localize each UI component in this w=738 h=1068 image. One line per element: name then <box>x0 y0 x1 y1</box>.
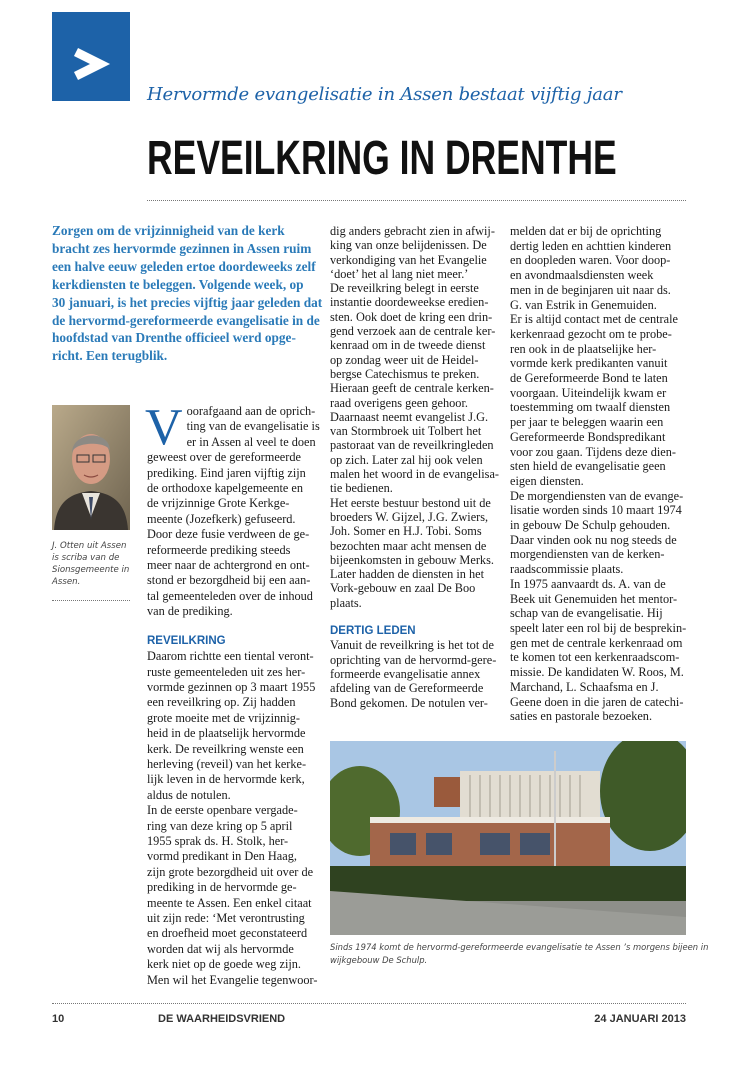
text-line: herleving (reveil) van het kerke- <box>147 756 307 771</box>
text-line: plaats. <box>330 595 362 610</box>
text-line: er in Assen al veel te doen <box>186 434 316 449</box>
text-line: gend verzoek aan de centrale ker- <box>330 324 496 339</box>
text-line: broeders W. Gijzel, J.G. Zwiers, <box>330 509 489 524</box>
text-line: Sionsgemeente in <box>52 565 130 575</box>
text-line: ring van deze kring op 5 april <box>147 818 293 833</box>
section-marker <box>52 12 130 101</box>
text-line: 1955 sprak ds. H. Stolk, her- <box>147 833 289 848</box>
text-line: de hervormd-gereformeerde evangelisatie in de <box>52 312 320 328</box>
text-line: vormd predikant in Den Haag, <box>147 849 297 864</box>
text-line: Vanuit de reveilkring is het tot de <box>330 638 494 653</box>
text-line: meer naar de achtergrond en ont- <box>147 558 310 573</box>
text-line: Daar vinden ook nu nog steeds de <box>510 532 677 547</box>
text-line: in gebouw De Schulp gehouden. <box>510 518 671 533</box>
paragraph <box>145 399 327 456</box>
text-line: Daarom richtte een tiental veront- <box>147 649 314 664</box>
building-photo <box>330 741 686 935</box>
text-line: melden dat er bij de oprichting <box>510 224 662 238</box>
text-line: bezochten maar acht mensen de <box>330 538 487 553</box>
text-line: ‘doet’ het al lang niet meer.’ <box>330 266 469 281</box>
text-line: missie. De kandidaten W. Roos, M. <box>510 665 684 680</box>
text-line: In de eerste openbare vergade- <box>147 803 298 818</box>
text-line: wijkgebouw De Schulp. <box>330 954 428 965</box>
text-line: geweest over de gereformeerde <box>147 450 301 465</box>
text-line: prediking in de hervormde ge- <box>147 880 297 895</box>
article-intro <box>52 222 322 365</box>
text-line: op zondag weer uit de Heidel- <box>330 352 479 367</box>
text-line: richt. Een terugblik. <box>52 348 168 364</box>
paragraph <box>147 450 327 619</box>
article-column-1 <box>145 399 327 988</box>
text-line: worden dat wij als hervormde <box>147 941 294 956</box>
text-line: vormde gezinnen op 3 maart 1955 <box>147 679 316 694</box>
text-line: de orthodoxe kapelgemeente en <box>147 481 304 496</box>
text-line: stond er bezorgdheid bij een aan- <box>147 573 311 588</box>
text-line: kerk niet op de goede weg zijn. <box>147 957 301 972</box>
paragraph <box>147 649 327 988</box>
text-line: Zorgen om de vrijzinnigheid van de kerk <box>52 223 285 238</box>
text-line: oprichting van de hervormd-gere- <box>330 652 497 667</box>
text-line: Bond gekomen. De notulen ver- <box>330 695 488 710</box>
text-line: Later hadden de diensten in het <box>330 567 484 582</box>
text-line: de Gereformeerde Bond te laten <box>510 371 668 386</box>
text-line: schap van de evangelisatie. Hij <box>510 606 663 621</box>
text-line: kenraad om in de tweede dienst <box>330 338 486 353</box>
paragraph <box>330 638 510 709</box>
chevron-right-icon <box>52 12 130 101</box>
text-line: G. van Estrik in Genemuiden. <box>510 297 657 312</box>
text-line: ruste gemeenteleden uit zes her- <box>147 664 306 679</box>
text-line: toestemming om twaalf diensten <box>510 400 671 415</box>
text-line: ren ook in de plaatselijke her- <box>510 341 657 356</box>
text-line: van Stormbroek uit Tolbert het <box>330 424 482 439</box>
text-line: De reveilkring belegt in eerste <box>330 281 479 296</box>
text-line: grote moeite met de vrijzinnig- <box>147 710 300 725</box>
text-line: en doopleden waren. Voor doop- <box>510 253 671 268</box>
caption-divider <box>52 600 130 601</box>
footer-divider <box>52 1003 686 1004</box>
text-line: De morgendiensten van de evange- <box>510 488 684 503</box>
text-line: In 1975 aanvaardt ds. A. van de <box>510 576 666 591</box>
text-line: bracht zes hervormde gezinnen in Assen ruim <box>52 240 312 256</box>
text-line: en avondmaalsdiensten week <box>510 268 654 283</box>
text-line: aldus de notulen. <box>147 787 231 802</box>
portrait-caption <box>52 540 137 588</box>
text-line: prediking. Eind jaren vijftig zijn <box>147 465 306 480</box>
article-column-2 <box>330 224 510 710</box>
title-divider <box>147 200 686 201</box>
text-line: Beek uit Genemuiden het mentor- <box>510 591 678 606</box>
text-line: dertig leden en achttien kinderen <box>510 238 672 253</box>
text-line: eigen diensten. <box>510 473 584 488</box>
text-line: lijk leven in de hervormde kerk, <box>147 772 305 787</box>
text-line: hoofdstad van Drenthe officieel werd opge- <box>52 330 296 346</box>
text-line: op zich. Later zal hij ook velen <box>330 452 483 467</box>
text-line: de vrijzinnige Grote Kerkge- <box>147 496 290 511</box>
text-line: reformeerde prediking steeds <box>147 542 291 557</box>
text-line: Hieraan geeft de centrale kerken- <box>330 381 494 396</box>
page-number: 10 <box>52 1013 65 1025</box>
author-portrait <box>52 405 130 530</box>
text-line: Sinds 1974 komt de hervormd-gereformeerde evangelisatie te Assen ’s morgens bijeen in <box>330 942 709 952</box>
text-line: kerkenraad gezocht om te probe- <box>510 326 672 341</box>
text-line: sten hield de evangelisatie geen <box>510 459 666 474</box>
text-line: bijeenkomsten in gebouw Merks. <box>330 552 494 567</box>
text-line: een halve eeuw geleden ertoe doordeweeks zelf <box>52 258 316 274</box>
text-line: Assen. <box>52 577 81 587</box>
text-line: pastoraat van de reveilkringleden <box>330 438 494 453</box>
text-line: zijn grote bezorgdheid uit over de <box>147 864 314 879</box>
text-line: tie bedienen. <box>330 481 393 496</box>
text-line: Het eerste bestuur bestond uit de <box>330 495 491 510</box>
text-line: kerk. De reveilkring wenste een <box>147 741 304 756</box>
text-line: en droefheid moet geconstateerd <box>147 926 308 941</box>
text-line: heid in de plaatselijk hervormde <box>147 726 306 741</box>
text-line: malen het woord in de evangelisa- <box>330 467 500 482</box>
section-heading: DERTIG LEDEN <box>330 625 416 638</box>
text-line: Er is altijd contact met de centrale <box>510 312 678 327</box>
photo-caption <box>330 941 709 966</box>
text-line: meente (Jozefkerk) gefuseerd. <box>147 511 296 526</box>
text-line: gen met de centrale kerkenraad om <box>510 635 683 650</box>
text-line: tal gemeenteleden over de inhoud <box>147 588 313 603</box>
text-line: dig anders gebracht zien in afwij- <box>330 224 495 238</box>
text-line: raadscommissie plaats. <box>510 562 624 577</box>
paragraph <box>510 224 690 724</box>
drop-cap: V <box>145 399 183 456</box>
publication-name: DE WAARHEIDSVRIEND <box>158 1013 286 1025</box>
text-line: Door deze fusie verdween de ge- <box>147 527 310 542</box>
text-line: uit zijn rede: ‘Met verontrusting <box>147 911 305 925</box>
text-line: Daarnaast neemt evangelist J.G. <box>330 409 489 424</box>
text-line: afdeling van de Gereformeerde <box>330 681 484 696</box>
text-line: raad overigens geen gehoor. <box>330 395 468 410</box>
text-line: lisatie worden sinds 10 maart 1974 <box>510 503 682 518</box>
text-line: sten. Ook doet de kring een drin- <box>330 309 493 324</box>
text-line: formeerde evangelisatie annex <box>330 666 481 681</box>
article-column-3 <box>510 224 690 724</box>
text-line: voor zou gaan. Tijdens deze dien- <box>510 444 676 459</box>
text-line: Vork-gebouw en zaal De Boo <box>330 581 476 596</box>
text-line: te komen tot een kerkenraadscom- <box>510 650 680 665</box>
text-line: Geene doen in die jaren de catechi- <box>510 694 684 709</box>
text-line: Marchand, L. Schaafsma en J. <box>510 679 659 694</box>
text-line: is scriba van de <box>52 553 120 563</box>
text-line: instantie doordeweekse eredien- <box>330 295 489 310</box>
text-line: een reveilkring op. Zij hadden <box>147 695 296 710</box>
text-line: Men wil het Evangelie tegenwoor- <box>147 972 318 987</box>
text-line: kerkdiensten te beleggen. Volgende week, op <box>52 276 304 292</box>
text-line: king van onze belijdenissen. De <box>330 238 487 253</box>
section-heading: REVEILKRING <box>147 634 226 647</box>
article-title: REVEILKRING IN DRENTHE <box>147 132 617 185</box>
issue-date: 24 JANUARI 2013 <box>594 1013 686 1025</box>
text-line: per jaar te beleggen waarin een <box>510 415 664 430</box>
text-line: voorgaan. Uiteindelijk kwam er <box>510 385 667 400</box>
text-line: meente te Assen. Een enkel citaat <box>147 895 312 910</box>
text-line: morgendiensten van de kerken- <box>510 547 665 562</box>
text-line: van de prediking. <box>147 604 233 619</box>
text-line: Gereformeerde Bondspredikant <box>510 429 666 444</box>
text-line: ting van de evangelisatie is <box>186 419 320 434</box>
text-line: bergse Catechismus te preken. <box>330 366 480 381</box>
text-line: 30 januari, is het precies vijftig jaar geleden dat <box>52 294 323 310</box>
text-line: J. Otten uit Assen <box>52 541 127 551</box>
text-line: men in de beginjaren uit naar ds. <box>510 282 671 297</box>
article-subtitle: Hervormde evangelisatie in Assen bestaat vijftig jaar <box>147 84 622 105</box>
text-line: oorafgaand aan de oprich- <box>186 404 316 418</box>
paragraph <box>330 224 510 610</box>
text-line: Joh. Somer en H.J. Tobi. Soms <box>330 524 482 539</box>
text-line: saties en pastorale bezoeken. <box>510 709 653 724</box>
text-line: vormde kerk predikanten vanuit <box>510 356 668 371</box>
text-line: verkondiging van het Evangelie <box>330 252 487 267</box>
text-line: speelt later een rol bij de besprekin- <box>510 620 687 635</box>
